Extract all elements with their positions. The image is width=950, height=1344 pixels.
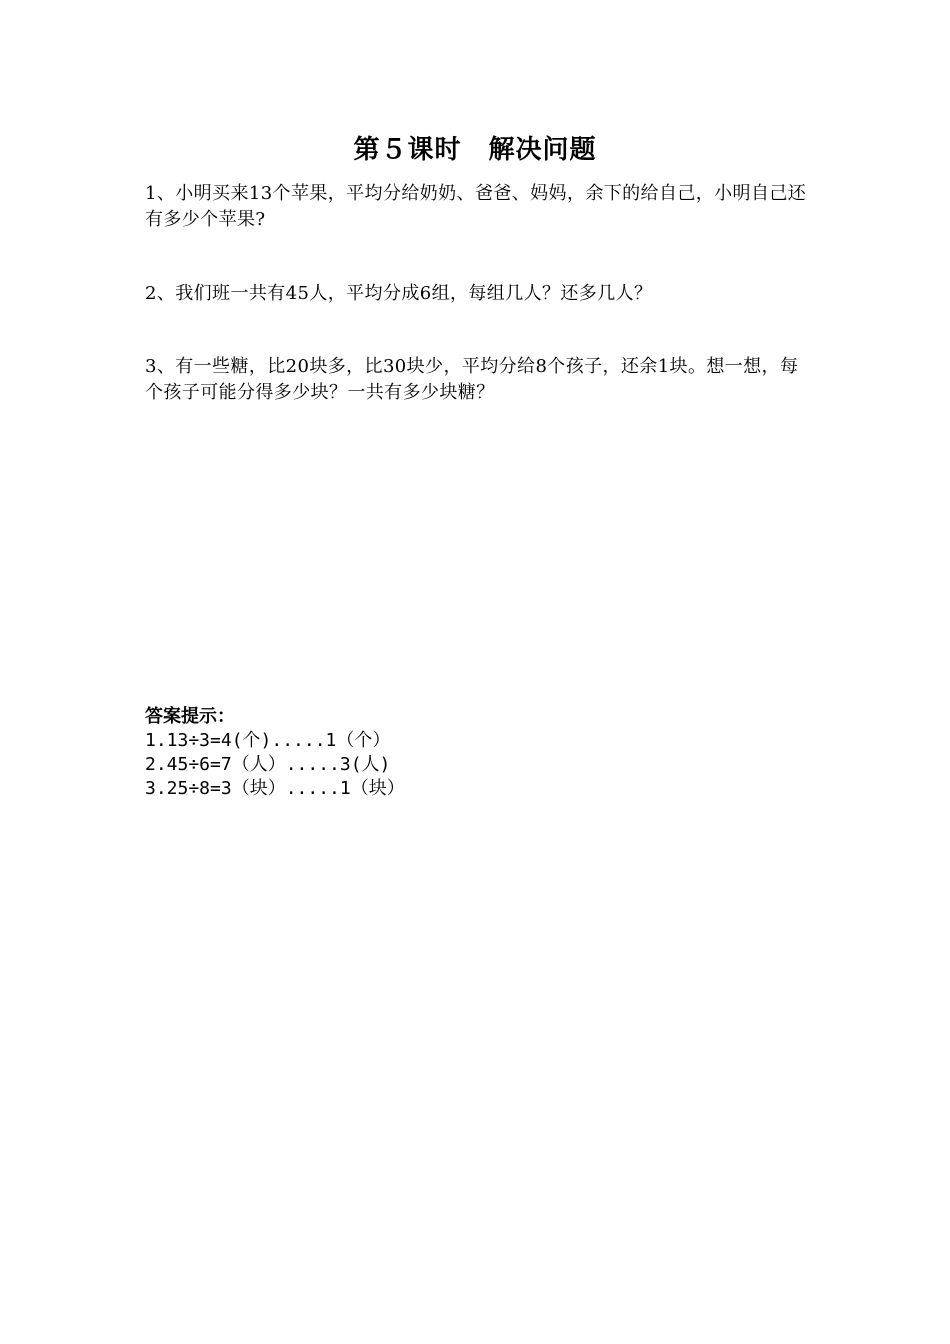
answer-hints xyxy=(145,705,745,801)
answer-hints-heading: 答案提示： xyxy=(145,706,235,727)
answer-line-2: 2.45÷6=7（人）.....3(人) xyxy=(145,754,391,775)
question-1: 1、小明买来13个苹果，平均分给奶奶、爸爸、妈妈，余下的给自己，小明自己还有多少个苹果? xyxy=(145,183,807,230)
question-3: 3、有一些糖，比20块多，比30块少，平均分给8个孩子，还余1块。想一想，每个孩子可能分得多少块？一共有多少块糖？ xyxy=(145,356,799,403)
page-title: 第５课时 解决问题 xyxy=(353,135,597,165)
answer-line-1: 1.13÷3=4(个).....1（个） xyxy=(145,730,391,751)
question-2: 2、我们班一共有45人，平均分成6组，每组几人？还多几人？ xyxy=(145,283,653,304)
answer-line-3: 3.25÷8=3（块）.....1（块） xyxy=(145,778,405,799)
